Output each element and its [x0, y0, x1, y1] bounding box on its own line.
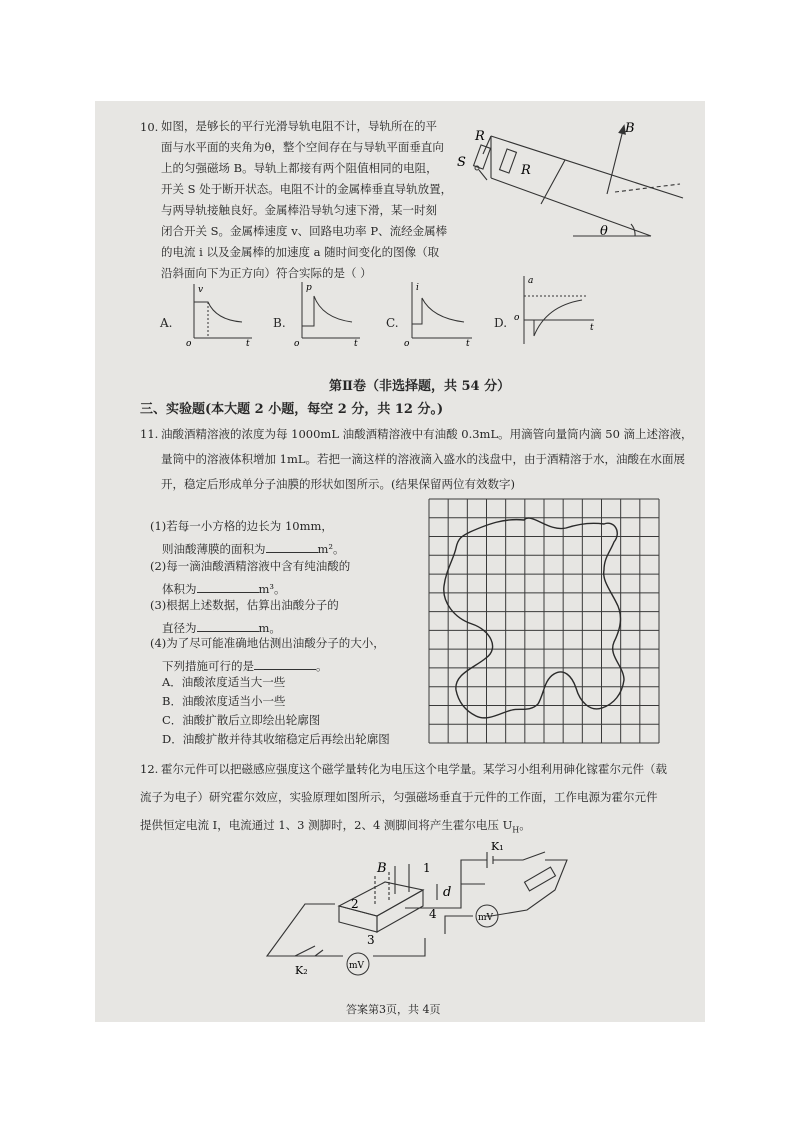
fig-label-2: 2 [351, 897, 359, 911]
axis-t: t [466, 339, 470, 348]
q12-line: 提供恒定电流 I，电流通过 1、3 测脚时，2、4 测脚间将产生霍尔电压 U [140, 818, 513, 832]
wire-left-loop [267, 904, 343, 956]
wire-top [461, 860, 487, 884]
q10-line: 闭合开关 S。金属棒速度 v、回路电功率 P、流经金属棒 [161, 224, 448, 238]
q11-sub1-b-row [162, 540, 345, 556]
axis-t: t [590, 323, 594, 333]
option-a-graph[interactable] [186, 280, 256, 348]
oil-film-grid [428, 498, 660, 744]
option-a-letter[interactable]: A. [160, 316, 173, 330]
q11-sub4-b: 下列措施可行的是 [162, 659, 254, 673]
axis-a: a [528, 276, 534, 286]
choice-d[interactable]: D．油酸扩散并待其收缩稳定后再绘出轮廓图 [162, 732, 390, 746]
oil-film-outline [444, 518, 624, 718]
choice-b[interactable]: B．油酸浓度适当小一些 [162, 694, 286, 708]
option-b-letter[interactable]: B. [273, 316, 286, 330]
fig-label-theta: θ [600, 224, 608, 239]
resistor-r1 [474, 145, 491, 169]
axis-o: o [514, 313, 520, 323]
measure-answer-blank[interactable] [254, 657, 316, 670]
metal-bar [541, 160, 565, 204]
b-field-arrow [607, 130, 623, 194]
diameter-answer-blank[interactable] [197, 619, 259, 632]
q10-line: 面与水平面的夹角为θ，整个空间存在与导轨平面垂直向 [161, 140, 444, 154]
fig-label-r2: R [521, 163, 531, 178]
axis-o: o [186, 339, 192, 348]
q10-line: 开关 S 处于断开状态。电阻不计的金属棒垂直导轨放置， [161, 182, 453, 196]
q10-line: 沿斜面向下为正方向）符合实际的是（ ） [161, 266, 372, 280]
fig-label-s: S [457, 155, 466, 170]
rheostat [525, 867, 556, 891]
incline-rail-figure [455, 112, 695, 247]
q11-sub3-b-row [162, 619, 281, 635]
hall-circuit-figure [255, 842, 585, 982]
area-answer-blank[interactable] [266, 540, 318, 553]
axis-v: v [198, 285, 204, 295]
axis-o: o [294, 339, 300, 348]
mv-meter-1-label: mV [478, 913, 494, 923]
fig-label-3: 3 [367, 933, 375, 947]
fig-label-1: 1 [423, 861, 431, 875]
fig-label-r1: R [475, 129, 485, 144]
resistor-r2 [500, 149, 517, 173]
q11-sub1-b: 则油酸薄膜的面积为 [162, 542, 266, 556]
uh-subscript: H [512, 825, 520, 835]
dashed-ref [615, 184, 680, 192]
axis-t: t [354, 339, 358, 348]
fig-label-d: d [443, 885, 452, 900]
q11-sub1-a: (1)若每一小方格的边长为 10mm， [150, 519, 333, 533]
part2-header: 第Ⅱ卷（非选择题，共 54 分） [329, 379, 511, 394]
volume-answer-blank[interactable] [197, 580, 259, 593]
rail-bottom [491, 178, 651, 236]
q11-sub3-unit: m。 [258, 621, 281, 635]
section3-header: 三、实验题(本大题 2 小题，每空 2 分，共 12 分。) [140, 402, 444, 417]
option-d-graph[interactable] [510, 272, 598, 348]
axis-t: t [246, 339, 250, 348]
option-c-letter[interactable]: C. [386, 316, 399, 330]
wire-mv1 [445, 916, 473, 934]
q11-sub3-b: 直径为 [162, 621, 197, 635]
option-c-graph[interactable] [404, 278, 476, 348]
q11-sub1-unit: m²。 [317, 542, 345, 556]
wire-k1 [493, 852, 545, 860]
q11-number: 11. [140, 427, 159, 441]
q11-intro-line: 量筒中的溶液体积增加 1mL。若把一滴这样的溶液滴入盛水的浅盘中，由于酒精溶于水，油酸在水面展 [161, 452, 686, 466]
mv-meter-2-label: mV [349, 961, 365, 971]
axis-o: o [404, 339, 410, 348]
axis-i: i [416, 283, 419, 293]
q11-sub2-b: 体积为 [162, 582, 197, 596]
q11-sub2-a: (2)每一滴油酸酒精溶液中含有纯油酸的 [150, 559, 351, 573]
q10-line: 如图，是够长的平行光滑导轨电阻不计，导轨所在的平 [161, 119, 437, 133]
hall-element-side [377, 890, 423, 932]
option-d-letter[interactable]: D. [494, 316, 508, 330]
q11-sub3-a: (3)根据上述数据，估算出油酸分子的 [150, 598, 339, 612]
fig-label-b: B [625, 121, 635, 136]
q11-sub2-unit: m³。 [258, 582, 286, 596]
fig-label-k1: K₁ [491, 842, 504, 853]
q11-sub4-end: 。 [316, 659, 328, 673]
q10-line: 与两导轨接触良好。金属棒沿导轨匀速下滑，某一时刻 [161, 203, 437, 217]
q12-line-end: 。 [519, 818, 531, 832]
q11-intro-line: 开，稳定后形成单分子油膜的形状如图所示。(结果保留两位有效数字) [161, 477, 515, 491]
q12-line: 霍尔元件可以把磁感应强度这个磁学量转化为电压这个电学量。某学习小组利用砷化镓霍尔元件（载 [161, 762, 667, 776]
q12-line-last [140, 820, 531, 834]
choice-c[interactable]: C．油酸扩散后立即绘出轮廓图 [162, 713, 321, 727]
q10-line: 的电流 i 以及金属棒的加速度 a 随时间变化的图像（取 [161, 245, 440, 259]
wire-bottom [373, 938, 425, 956]
fig-label-b: B [377, 861, 387, 876]
q10-line: 上的匀强磁场 B。导轨上都接有两个阻值相同的电阻， [161, 161, 438, 175]
page-footer: 答案第3页，共 4页 [346, 1003, 441, 1016]
q11-sub4-b-row [162, 657, 328, 673]
k2-switch [295, 946, 315, 956]
fig-label-4: 4 [429, 907, 437, 921]
q11-sub4-a: (4)为了尽可能准确地估测出油酸分子的大小， [150, 636, 385, 650]
q11-sub2-b-row [162, 580, 286, 596]
wire-rheostat [485, 860, 567, 916]
axis-p: p [306, 283, 312, 293]
q12-line: 流子为电子）研究霍尔效应，实验原理如图所示，匀强磁场垂直于元件的工作面，工作电源为霍尔元件 [140, 790, 658, 804]
q12-number: 12. [140, 762, 159, 776]
fig-label-k2: K₂ [295, 964, 308, 977]
choice-a[interactable]: A．油酸浓度适当大一些 [162, 675, 286, 689]
q10-number: 10. [140, 120, 159, 134]
switch-wire [479, 170, 487, 180]
option-b-graph[interactable] [294, 278, 364, 348]
q11-intro-line: 油酸酒精溶液的浓度为每 1000mL 油酸酒精溶液中有油酸 0.3mL。用滴管向量筒内滴 50 滴上述溶液， [161, 427, 693, 441]
